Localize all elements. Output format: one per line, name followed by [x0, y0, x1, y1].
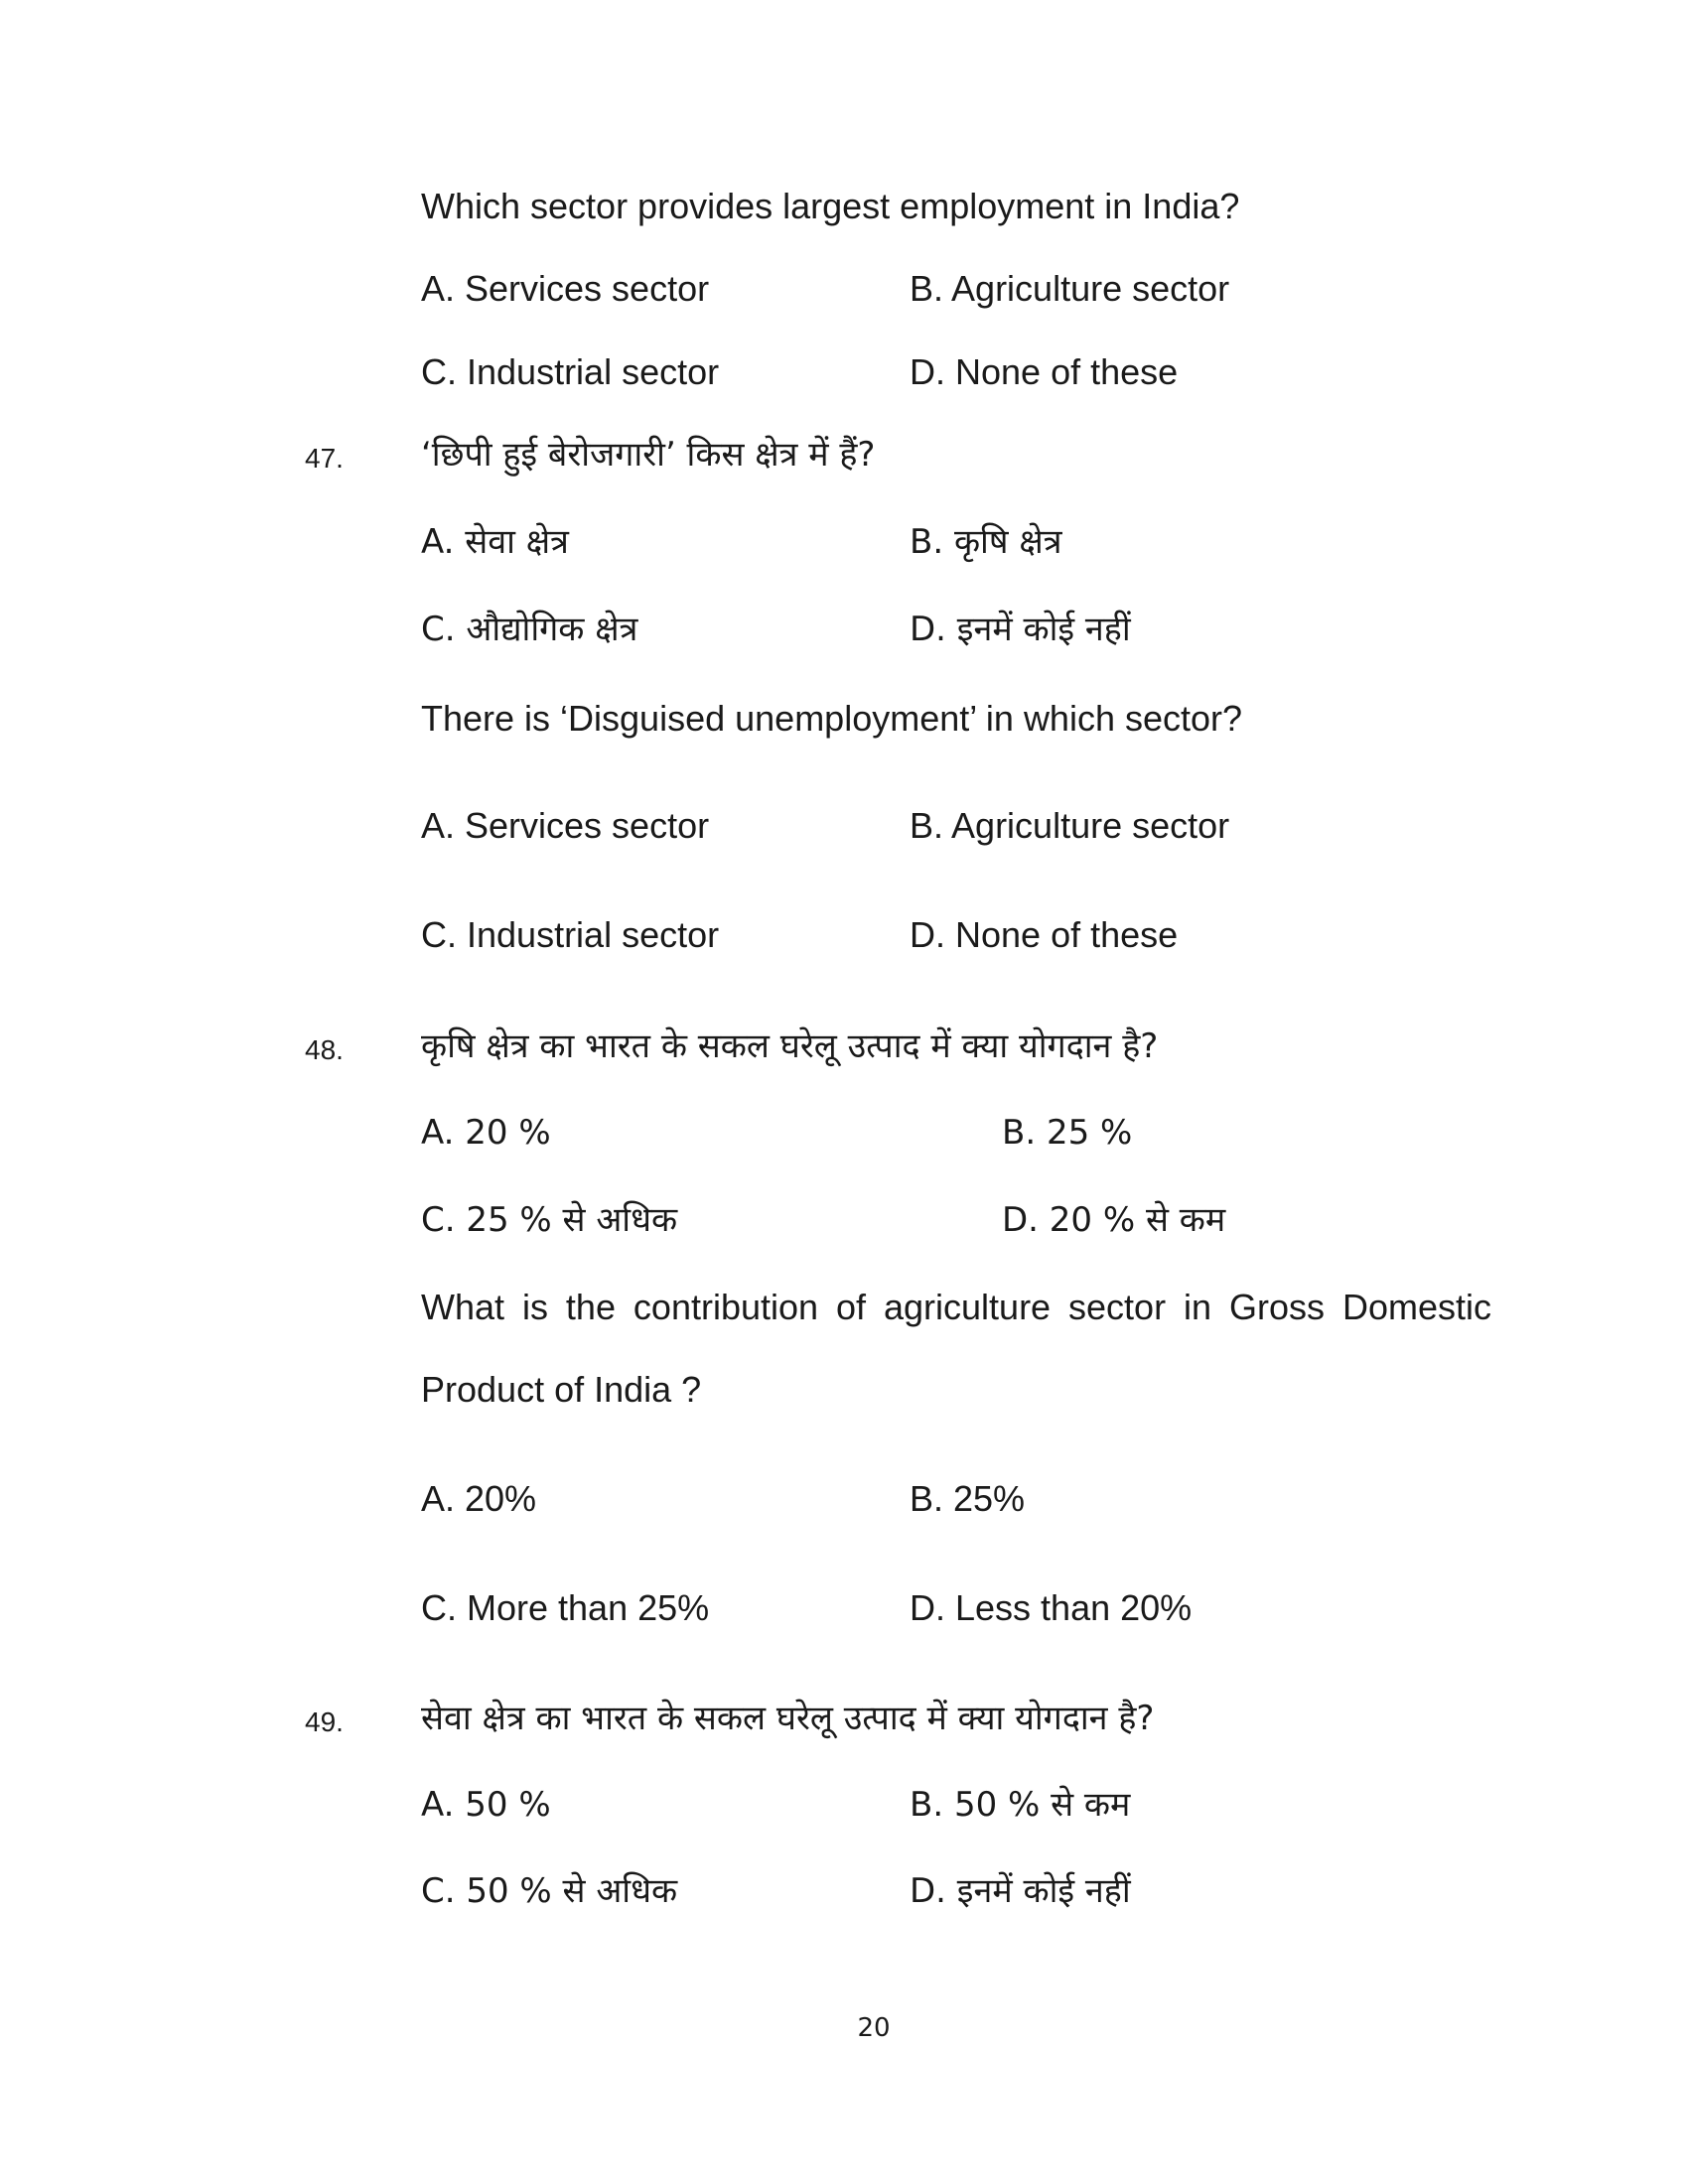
q48-option-a: A. 20%: [421, 1478, 537, 1519]
question-48-english-line-2: Product of India ?: [421, 1369, 702, 1410]
q49-hindi-option-b: B. 50 % से कम: [910, 1785, 1131, 1825]
question-48-hindi: कृषि क्षेत्र का भारत के सकल घरेलू उत्पाद में क्या योगदान है?: [421, 1026, 1159, 1066]
q47-hindi-option-a: A. सेवा क्षेत्र: [421, 522, 569, 562]
q47-hindi-option-b: B. कृषि क्षेत्र: [910, 522, 1062, 562]
q47-option-b: B. Agriculture sector: [910, 805, 1230, 846]
q48-option-d: D. Less than 20%: [910, 1587, 1193, 1628]
question-number-48: 48.: [305, 1034, 344, 1065]
q48-hindi-option-b: B. 25 %: [1002, 1113, 1133, 1153]
q47-option-a: A. Services sector: [421, 805, 710, 846]
question-number-49: 49.: [305, 1706, 344, 1737]
q47-option-c: C. Industrial sector: [421, 914, 720, 955]
q46-option-b: B. Agriculture sector: [910, 268, 1230, 309]
question-number-47: 47.: [305, 443, 344, 474]
q46-option-c: C. Industrial sector: [421, 351, 720, 392]
question-46-english: Which sector provides largest employment in India?: [421, 186, 1240, 226]
question-47-english: There is ‘Disguised unemployment’ in which sector?: [421, 698, 1243, 739]
q47-hindi-option-c: C. औद्योगिक क्षेत्र: [421, 610, 638, 649]
q46-option-a: A. Services sector: [421, 268, 710, 309]
question-48-english-line-1: What is the contribution of agriculture sector in Gross Domestic: [421, 1287, 1491, 1327]
page-number: 20: [857, 2013, 891, 2043]
question-49-hindi: सेवा क्षेत्र का भारत के सकल घरेलू उत्पाद में क्या योगदान है?: [421, 1699, 1155, 1738]
q47-hindi-option-d: D. इनमें कोई नहीं: [910, 610, 1131, 649]
question-47-hindi: ‘छिपी हुई बेरोजगारी’ किस क्षेत्र में हैं?: [421, 435, 876, 475]
q49-hindi-option-d: D. इनमें कोई नहीं: [910, 1871, 1131, 1911]
q47-option-d: D. None of these: [910, 914, 1179, 955]
q48-hindi-option-a: A. 20 %: [421, 1113, 551, 1153]
q46-option-d: D. None of these: [910, 351, 1179, 392]
q48-option-b: B. 25%: [910, 1478, 1026, 1519]
q49-hindi-option-a: A. 50 %: [421, 1785, 551, 1825]
q49-hindi-option-c: C. 50 % से अधिक: [421, 1871, 678, 1911]
q48-option-c: C. More than 25%: [421, 1587, 710, 1628]
q48-hindi-option-c: C. 25 % से अधिक: [421, 1200, 678, 1240]
q48-hindi-option-d: D. 20 % से कम: [1002, 1200, 1226, 1240]
